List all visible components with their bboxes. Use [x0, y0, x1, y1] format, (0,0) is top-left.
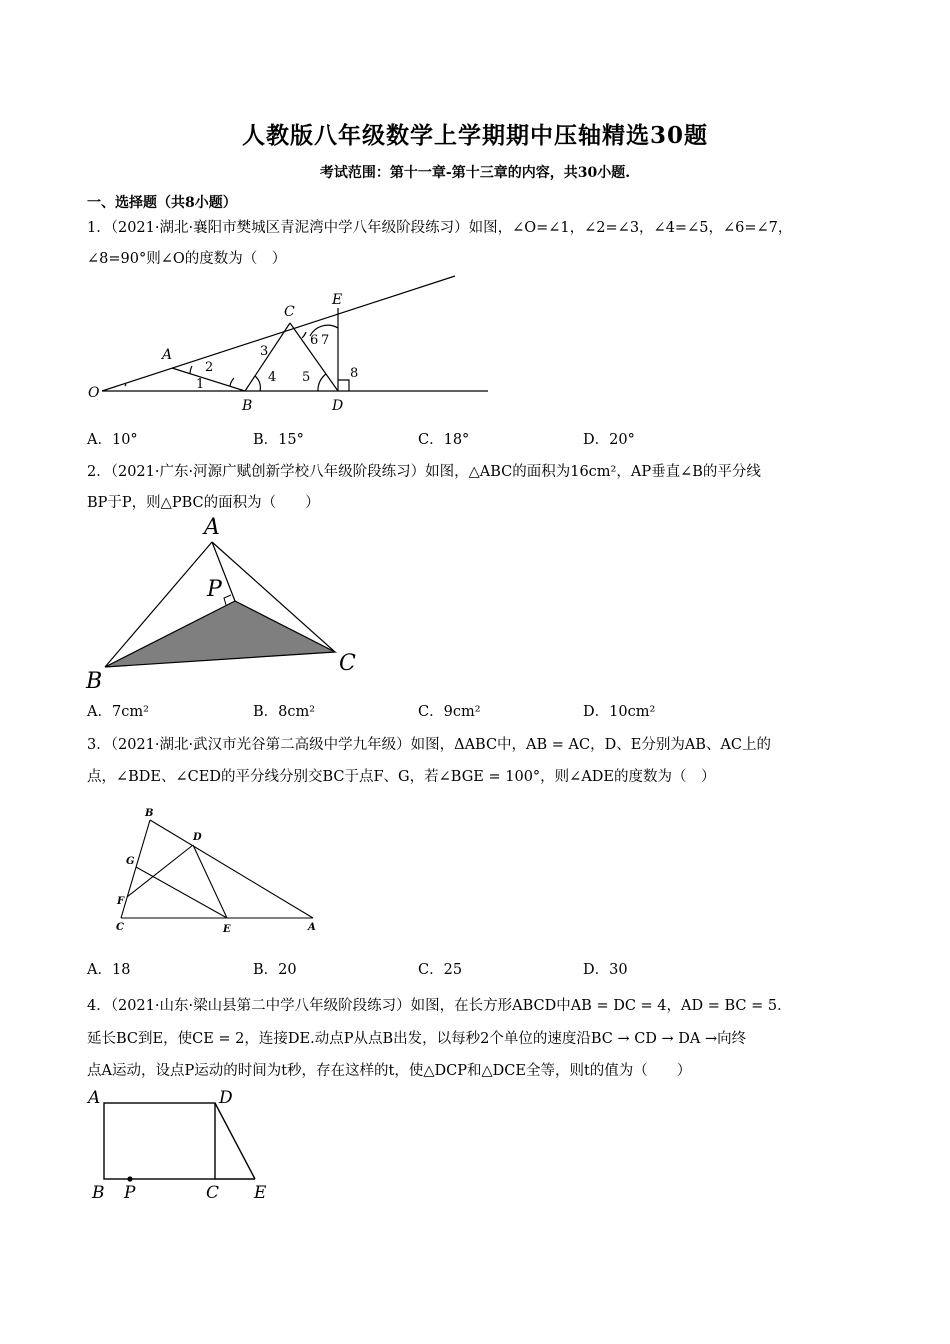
question-2-line-1: 2．（2021·广东·河源广赋创新学校八年级阶段练习）如图，△ABC的面积为16cm²，AP垂直∠B的平分线	[87, 464, 761, 480]
fig3-label-d: D	[193, 832, 202, 843]
fig4-label-c: C	[206, 1183, 220, 1203]
fig4-label-b: B	[92, 1183, 105, 1203]
fig4-label-d: D	[219, 1088, 233, 1108]
question-4-line-2: 延长BC到E，使CE = 2，连接DE.动点P从点B出发，以每秒2个单位的速度沿BC → CD → DA →向终	[87, 1031, 747, 1047]
question-3-line-2: 点，∠BDE、∠CED的平分线分别交BC于点F、G，若∠BGE = 100°，则∠ADE的度数为（ ）	[87, 769, 716, 785]
fig1-label-d: D	[332, 398, 344, 414]
question-3-option-a[interactable]: A．18	[87, 962, 131, 978]
fig1-angle-3: 3	[260, 344, 269, 359]
question-4-line-3: 点A运动，设点P运动的时间为t秒，存在这样的t，使△DCP和△DCE全等，则t的值为（ ）	[87, 1063, 692, 1079]
fig1-angle-6: 6	[310, 333, 319, 348]
fig1-angle-7: 7	[321, 333, 330, 348]
fig3-label-f: F	[117, 896, 125, 907]
figure-4	[80, 1082, 290, 1207]
fig2-label-p: P	[207, 577, 222, 602]
fig3-label-g: G	[126, 856, 135, 867]
fig1-label-c: C	[284, 304, 295, 320]
question-3-option-b[interactable]: B．20	[253, 962, 297, 978]
fig1-label-a: A	[162, 347, 173, 363]
figure-1	[80, 270, 500, 420]
question-1-line-1: 1．（2021·湖北·襄阳市樊城区青泥湾中学八年级阶段练习）如图，∠O=∠1，∠2=∠3，∠4=∠5，∠6=∠7，	[87, 220, 793, 236]
fig1-angle-4: 4	[268, 370, 277, 385]
figure-3	[105, 800, 330, 940]
fig4-label-a: A	[88, 1088, 101, 1108]
question-1-option-d[interactable]: D．20°	[583, 432, 635, 448]
fig1-label-e: E	[332, 292, 343, 308]
fig3-label-b: B	[145, 808, 154, 819]
question-2-option-b[interactable]: B．8cm²	[253, 704, 316, 720]
question-2-option-a[interactable]: A．7cm²	[87, 704, 149, 720]
fig1-label-o: O	[88, 385, 100, 401]
question-1-option-b[interactable]: B．15°	[253, 432, 304, 448]
question-3-option-c[interactable]: C．25	[418, 962, 463, 978]
figure-2	[80, 512, 380, 692]
fig3-label-a: A	[308, 922, 316, 933]
question-2-option-d[interactable]: D．10cm²	[583, 704, 656, 720]
question-3-line-1: 3．（2021·湖北·武汉市光谷第二高级中学九年级）如图，ΔABC中，AB = AC，D、E分别为AB、AC上的	[87, 737, 772, 753]
fig1-angle-8: 8	[350, 366, 359, 381]
fig3-label-e: E	[223, 924, 231, 935]
fig4-label-p: P	[124, 1183, 136, 1203]
question-1-line-2: ∠8=90°则∠O的度数为（ ）	[87, 251, 287, 267]
fig1-angle-1: 1	[196, 377, 205, 392]
page-title: 人教版八年级数学上学期期中压轴精选30题	[241, 122, 708, 149]
exam-scope: 考试范围：第十一章-第十三章的内容，共30小题.	[319, 165, 631, 181]
fig2-label-b: B	[86, 669, 103, 692]
question-1-option-a[interactable]: A．10°	[87, 432, 138, 448]
section-heading: 一、选择题（共8小题）	[87, 195, 237, 211]
question-1-option-c[interactable]: C．18°	[418, 432, 470, 448]
fig3-label-c: C	[116, 922, 124, 933]
question-3-option-d[interactable]: D．30	[583, 962, 628, 978]
fig2-label-a: A	[204, 515, 220, 540]
fig1-angle-5: 5	[302, 370, 311, 385]
question-2-option-c[interactable]: C．9cm²	[418, 704, 481, 720]
fig2-label-c: C	[339, 651, 356, 676]
question-2-line-2: BP于P，则△PBC的面积为（ ）	[87, 495, 320, 511]
question-4-line-1: 4．（2021·山东·梁山县第二中学八年级阶段练习）如图，在长方形ABCD中AB = DC = 4，AD = BC = 5．	[87, 998, 792, 1014]
fig4-label-e: E	[254, 1183, 267, 1203]
fig1-angle-2: 2	[205, 360, 214, 375]
fig1-label-b: B	[242, 398, 253, 414]
